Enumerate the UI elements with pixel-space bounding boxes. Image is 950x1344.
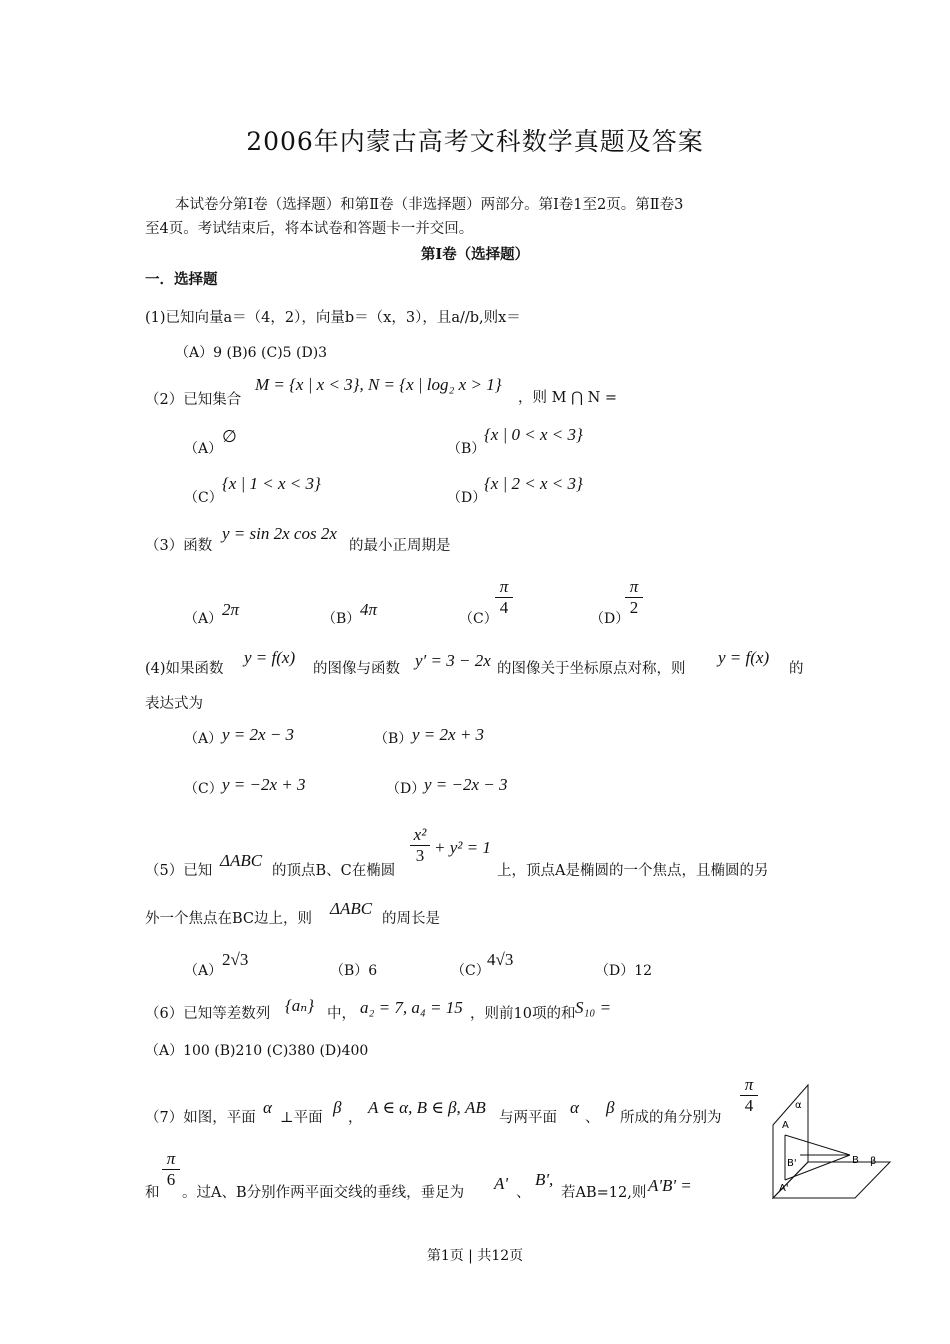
q4-option-c: y = −2x + 3 <box>222 775 306 794</box>
q1-stem: (1)已知向量a＝（4，2），向量b＝（x，3），且a//b,则x＝ <box>145 310 521 326</box>
q6-sequence: {aₙ} <box>285 996 314 1015</box>
q4-expr3: y = f(x) <box>718 648 770 667</box>
q2-option-a-label: （A） <box>184 441 223 457</box>
q5-option-a-label: （A） <box>184 963 223 979</box>
q4-expr1: y = f(x) <box>244 648 296 667</box>
q7-fraction-pi-4 <box>740 1076 758 1115</box>
fig-label-beta: β <box>870 1156 877 1167</box>
q2-option-d: {x | 2 < x < 3} <box>484 474 583 493</box>
q7-line2-b: 若AB=12,则 <box>561 1185 647 1201</box>
q7-a-prime: A' <box>494 1174 509 1193</box>
q2-option-b: {x | 0 < x < 3} <box>484 425 583 444</box>
q3-suffix: 的最小正周期是 <box>349 538 451 554</box>
q5-triangle: ΔABC <box>220 851 263 870</box>
q7-fraction-pi-6 <box>162 1150 180 1189</box>
q3-option-d-fraction <box>625 578 643 617</box>
plane-alpha <box>773 1085 808 1198</box>
q7-f1-denominator: 4 <box>744 1096 754 1115</box>
q5-triangle-2: ΔABC <box>330 899 373 918</box>
q3-prefix: （3）函数 <box>145 538 213 554</box>
q7-alpha-2: α <box>570 1098 579 1117</box>
q5-ellipse-fraction <box>410 826 430 865</box>
intro-line-2: 至4页。考试结束后，将本试卷和答题卡一并交回。 <box>145 221 474 237</box>
q4-line2: 表达式为 <box>145 696 203 712</box>
q7-and: 和 <box>145 1185 160 1201</box>
q3-option-b-label: （B） <box>322 611 361 627</box>
q4-option-b-label: （B） <box>374 731 413 747</box>
q3-option-c-label: （C） <box>459 611 498 627</box>
q4-option-a: y = 2x − 3 <box>222 725 295 744</box>
q5-option-c: 4√3 <box>487 950 514 969</box>
q2-option-c: {x | 1 < x < 3} <box>222 474 321 493</box>
part-title: 第Ⅰ卷（选择题） <box>420 246 530 263</box>
q7-mid: 与两平面 <box>499 1110 557 1126</box>
q7-dun2: 、 <box>516 1185 531 1201</box>
q2-suffix: ，则 M ⋂ N = <box>518 390 618 406</box>
q4-line1-a: (4)如果函数 <box>145 661 224 677</box>
q3-c-denominator: 4 <box>499 598 509 617</box>
fig-label-b-prime: B' <box>787 1158 797 1169</box>
q4-line1-b: 的图像与函数 <box>313 661 400 677</box>
section-title: 一．选择题 <box>145 271 218 288</box>
q7-prefix: （7）如图，平面 <box>145 1110 256 1126</box>
q5-ellipse-numerator: x² <box>413 825 427 844</box>
q2-prefix: （2）已知集合 <box>145 392 242 408</box>
q3-d-denominator: 2 <box>629 598 639 617</box>
q7-f1-numerator: π <box>744 1075 754 1094</box>
q3-option-c-fraction <box>495 578 513 617</box>
q5-ellipse-rest: + y² = 1 <box>434 838 491 857</box>
fig-label-b: B <box>852 1155 859 1166</box>
q6-expr: a₂ = 7, a₄ = 15 <box>360 998 463 1017</box>
fig-label-a: A <box>782 1120 789 1131</box>
q2-option-c-label: （C） <box>184 490 223 506</box>
q7-perp: ⊥平面 <box>280 1110 323 1126</box>
q2-expr: M = {x | x < 3}, N = {x | log₂ x > 1} <box>255 375 502 394</box>
q2-option-a: ∅ <box>222 427 237 446</box>
fig-label-a-prime: A' <box>779 1183 789 1194</box>
q5-prefix: （5）已知 <box>145 863 213 879</box>
q5-option-a: 2√3 <box>222 950 249 969</box>
q5-ellipse-denominator: 3 <box>415 846 425 865</box>
q3-option-a-label: （A） <box>184 611 223 627</box>
q2-option-d-label: （D） <box>447 490 487 506</box>
q7-beta: β <box>333 1098 342 1117</box>
q3-option-b: 4π <box>360 600 378 619</box>
q6-options: （A）100 (B)210 (C)380 (D)400 <box>145 1043 369 1059</box>
q7-line2: 。过A、B分别作两平面交线的垂线，垂足为 <box>182 1185 465 1201</box>
q4-option-c-label: （C） <box>184 781 223 797</box>
q7-mid2: 所成的角分别为 <box>620 1110 722 1126</box>
q7-planes-figure <box>765 1080 915 1200</box>
document-title: 2006年内蒙古高考文科数学真题及答案 <box>246 127 704 156</box>
q5-line2-b: 的周长是 <box>382 911 440 927</box>
segment-ab <box>785 1135 850 1155</box>
q4-line1-d: 的 <box>789 661 804 677</box>
q6-s10: S₁₀ = <box>575 998 612 1017</box>
q7-f2-numerator: π <box>166 1149 176 1168</box>
q3-d-numerator: π <box>629 577 639 596</box>
q7-apbp: A'B' = <box>648 1176 692 1195</box>
q4-option-a-label: （A） <box>184 731 223 747</box>
q4-expr2: y′ = 3 − 2x <box>415 651 491 670</box>
q3-option-a: 2π <box>222 600 240 619</box>
q7-expr: A ∈ α, B ∈ β, AB <box>368 1098 486 1117</box>
q4-option-d: y = −2x − 3 <box>424 775 508 794</box>
q1-options: （A）9 (B)6 (C)5 (D)3 <box>175 345 328 361</box>
q5-option-c-label: （C） <box>451 963 490 979</box>
q7-sep: ， <box>348 1110 363 1126</box>
q6-prefix: （6）已知等差数列 <box>145 1006 271 1022</box>
q3-option-d-label: （D） <box>590 611 630 627</box>
q5-suffix: 上，顶点A是椭圆的一个焦点，且椭圆的另 <box>497 863 769 879</box>
q7-dun: 、 <box>585 1110 600 1126</box>
q5-mid: 的顶点B、C在椭圆 <box>272 863 396 879</box>
q7-f2-denominator: 6 <box>166 1170 176 1189</box>
q4-option-b: y = 2x + 3 <box>412 725 485 744</box>
q5-option-d: （D）12 <box>595 963 653 979</box>
q5-line2-a: 外一个焦点在BC边上，则 <box>145 911 313 927</box>
q7-beta-2: β <box>606 1098 615 1117</box>
q7-b-prime: B', <box>535 1170 554 1189</box>
q3-expr: y = sin 2x cos 2x <box>222 524 337 543</box>
page-footer: 第1页 | 共12页 <box>426 1248 524 1264</box>
q7-alpha: α <box>263 1098 272 1117</box>
q3-c-numerator: π <box>499 577 509 596</box>
q4-line1-c: 的图像关于坐标原点对称，则 <box>497 661 686 677</box>
intro-line-1: 本试卷分第Ⅰ卷（选择题）和第Ⅱ卷（非选择题）两部分。第Ⅰ卷1至2页。第Ⅱ卷3 <box>175 197 684 213</box>
q6-mid: 中， <box>327 1006 356 1022</box>
q2-option-b-label: （B） <box>447 441 486 457</box>
fig-label-alpha: α <box>795 1100 802 1111</box>
q6-suffix: ，则前10项的和 <box>470 1006 576 1022</box>
q5-option-b: （B）6 <box>330 963 378 979</box>
q4-option-d-label: （D） <box>386 781 426 797</box>
